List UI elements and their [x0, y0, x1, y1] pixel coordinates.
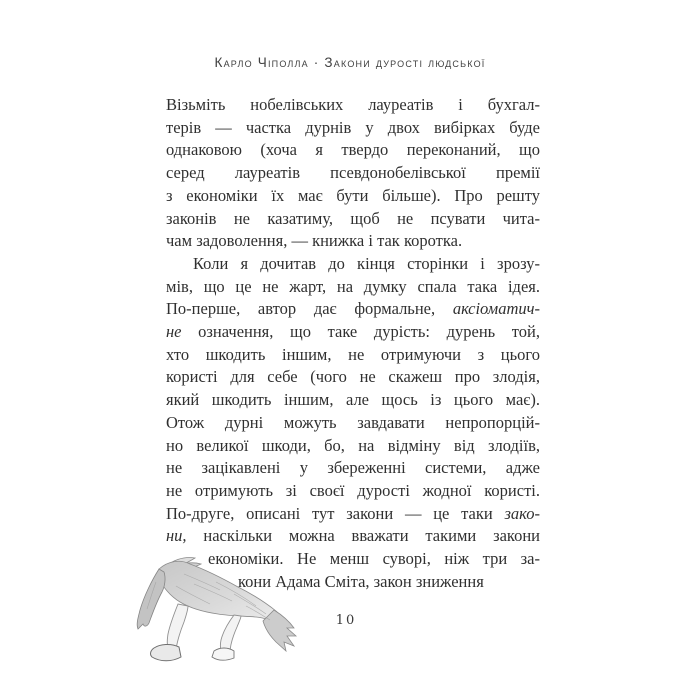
body-line — [166, 298, 540, 321]
body-segment: Отож дурні можуть завдавати непропорцій- — [166, 412, 540, 432]
body-segment-italic: зако- — [504, 503, 540, 523]
body-line — [166, 435, 540, 458]
body-line — [166, 162, 540, 185]
body-segment: но великої шкоди, бо, на відміну від злодіїв, — [166, 435, 540, 455]
body-line — [166, 185, 540, 208]
body-segment-italic: аксіоматич- — [452, 299, 540, 319]
body-segment: означення, що таке дурість: дурень той, — [181, 322, 540, 342]
body-segment: не зацікавлені у збереженні системи, адже — [166, 458, 540, 478]
body-line — [166, 480, 540, 503]
body-segment: кони Адама Сміта, закон зниження — [238, 571, 484, 591]
body-segment: терів — частка дурнів у двох вибірках буде — [166, 117, 540, 137]
body-segment-italic: не — [166, 322, 182, 342]
body-line — [166, 457, 540, 480]
body-line — [166, 412, 540, 435]
body-segment: однаковою (хоча я твердо переконаний, що — [166, 140, 540, 160]
body-line — [166, 276, 540, 299]
body-line — [166, 94, 540, 117]
body-line — [166, 366, 540, 389]
body-segment: економіки. Не менш суворі, ніж три за- — [208, 549, 540, 569]
body-segment: наскільки можна вважати такими закони — [186, 526, 540, 546]
body-line — [166, 208, 540, 231]
body-segment: серед лауреатів псевдонобелівської премії — [166, 163, 540, 183]
body-segment-italic: ни, — [166, 526, 187, 546]
body-line — [166, 139, 540, 162]
creature-rear-shoe — [212, 648, 234, 660]
body-text — [166, 94, 540, 593]
body-line — [166, 389, 540, 412]
running-header: Карло Чіполла · Закони дурості людської — [214, 55, 486, 70]
body-segment: хто шкодить іншим, не отримуючи з цього — [166, 344, 540, 364]
body-segment: По-друге, описані тут закони — це таки — [166, 503, 505, 523]
body-segment: не отримують зі своєї дурості жодної користі. — [166, 480, 540, 500]
body-line — [166, 253, 540, 276]
body-segment: з економіки їх має бути більше). Про решту — [166, 185, 540, 205]
body-line — [166, 230, 540, 253]
body-line — [166, 503, 540, 526]
body-segment: чам задоволення, — книжка і так коротка. — [166, 231, 463, 251]
creature-front-boot — [151, 644, 181, 660]
body-line — [166, 344, 540, 367]
body-segment: мів, що це не жарт, на думку спала така ідея. — [166, 276, 540, 296]
body-line — [166, 117, 540, 140]
body-line — [166, 525, 540, 548]
body-segment: Коли я дочитав до кінця сторінки і зрозу- — [193, 253, 540, 273]
body-segment: який шкодить іншим, але щось із цього має). — [166, 390, 540, 410]
body-segment: користі для себе (чого не скажеш про злодія, — [166, 367, 540, 387]
body-segment: По-перше, автор дає формальне, — [166, 299, 453, 319]
body-segment: законів не казатиму, щоб не псувати чита- — [166, 208, 540, 228]
page-number: 10 — [335, 613, 357, 628]
body-line — [166, 321, 540, 344]
body-segment: Візьміть нобелівських лауреатів і бухгал- — [166, 95, 540, 114]
